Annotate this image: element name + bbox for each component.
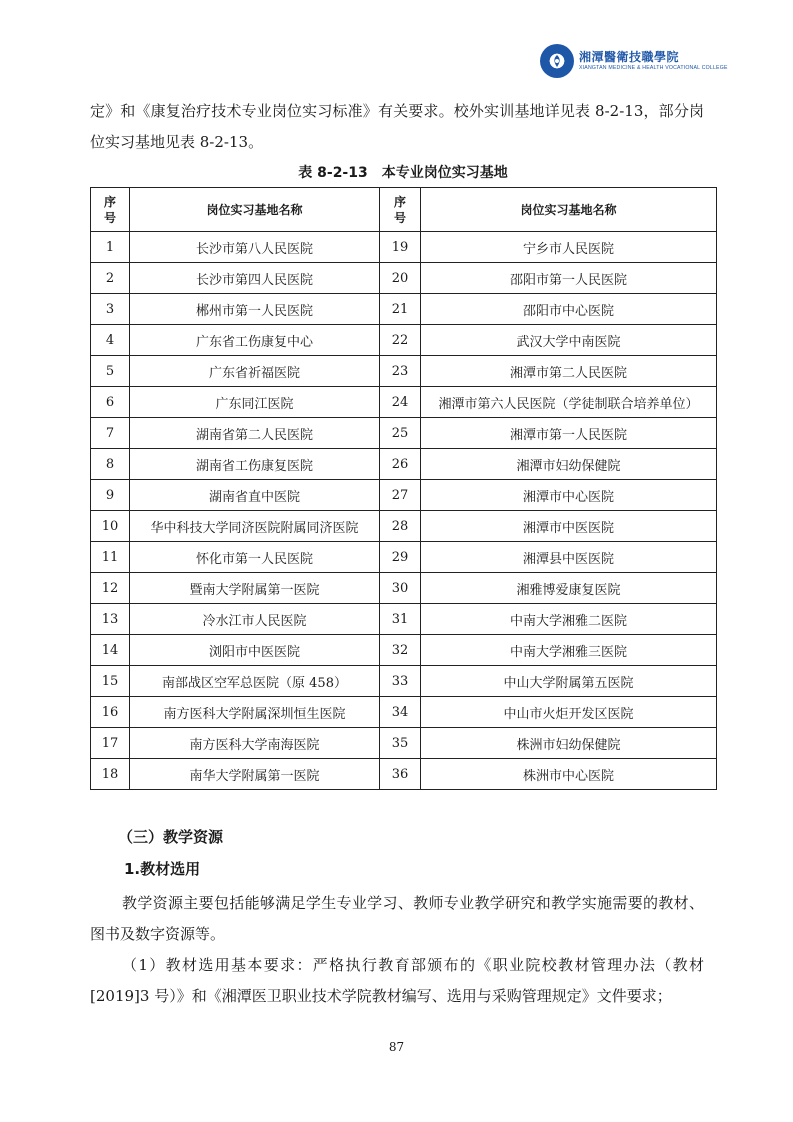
table-row xyxy=(91,387,717,418)
cell-no-left: 9 xyxy=(91,480,130,511)
cell-no-left: 4 xyxy=(91,325,130,356)
table-row xyxy=(91,573,717,604)
table-body xyxy=(91,232,717,790)
cell-no-right: 22 xyxy=(380,325,421,356)
cell-name-left: 南部战区空军总医院（原 458） xyxy=(130,666,380,697)
cell-no-right: 19 xyxy=(380,232,421,263)
cell-name-left: 长沙市第四人民医院 xyxy=(130,263,380,294)
cell-no-right: 24 xyxy=(380,387,421,418)
cell-name-right: 邵阳市中心医院 xyxy=(421,294,717,325)
cell-no-right: 31 xyxy=(380,604,421,635)
cell-no-right: 35 xyxy=(380,728,421,759)
table-row xyxy=(91,635,717,666)
cell-no-left: 11 xyxy=(91,542,130,573)
cell-no-right: 36 xyxy=(380,759,421,790)
table-title: 表 8-2-13 本专业岗位实习基地 xyxy=(298,165,508,181)
table-row xyxy=(91,294,717,325)
resources-paragraph: 教学资源主要包括能够满足学生专业学习、教师专业教学研究和教学实施需要的教材、图书及数字资源等。 xyxy=(90,894,704,943)
cell-no-right: 20 xyxy=(380,263,421,294)
header-no-left: 序 号 xyxy=(91,188,130,232)
cell-name-right: 株洲市妇幼保健院 xyxy=(421,728,717,759)
cell-no-left: 2 xyxy=(91,263,130,294)
cell-name-left: 湖南省第二人民医院 xyxy=(130,418,380,449)
cell-name-left: 湖南省工伤康复医院 xyxy=(130,449,380,480)
cell-name-right: 湘潭市第六人民医院（学徒制联合培养单位） xyxy=(421,387,717,418)
table-row xyxy=(91,728,717,759)
cell-no-left: 15 xyxy=(91,666,130,697)
cell-name-right: 湘雅博爱康复医院 xyxy=(421,573,717,604)
cell-name-right: 中南大学湘雅三医院 xyxy=(421,635,717,666)
table-row xyxy=(91,511,717,542)
cell-name-right: 株洲市中心医院 xyxy=(421,759,717,790)
cell-no-right: 23 xyxy=(380,356,421,387)
cell-no-right: 30 xyxy=(380,573,421,604)
table-row xyxy=(91,759,717,790)
cell-no-left: 8 xyxy=(91,449,130,480)
cell-no-left: 3 xyxy=(91,294,130,325)
logo-english-name: XIANGTAN MEDICINE & HEALTH VOCATIONAL COLLEGE xyxy=(579,65,728,71)
cell-no-left: 10 xyxy=(91,511,130,542)
cell-name-right: 邵阳市第一人民医院 xyxy=(421,263,717,294)
cell-name-left: 浏阳市中医医院 xyxy=(130,635,380,666)
cell-name-left: 广东省祈福医院 xyxy=(130,356,380,387)
table-row xyxy=(91,604,717,635)
cell-no-left: 13 xyxy=(91,604,130,635)
cell-name-left: 广东同江医院 xyxy=(130,387,380,418)
cell-name-right: 武汉大学中南医院 xyxy=(421,325,717,356)
cell-name-right: 湘潭市第二人民医院 xyxy=(421,356,717,387)
table-row xyxy=(91,666,717,697)
table-row xyxy=(91,263,717,294)
cell-no-left: 17 xyxy=(91,728,130,759)
header-name-right: 岗位实习基地名称 xyxy=(421,188,717,232)
header-name-left: 岗位实习基地名称 xyxy=(130,188,380,232)
cell-name-left: 广东省工伤康复中心 xyxy=(130,325,380,356)
cell-name-left: 华中科技大学同济医院附属同济医院 xyxy=(130,511,380,542)
intro-paragraph: 定》和《康复治疗技术专业岗位实习标准》有关要求。校外实训基地详见表 8-2-13，部分岗位实习基地见表 8-2-13。 xyxy=(90,102,704,151)
cell-name-right: 湘潭市第一人民医院 xyxy=(421,418,717,449)
cell-no-left: 6 xyxy=(91,387,130,418)
cell-no-right: 29 xyxy=(380,542,421,573)
cell-name-left: 南方医科大学南海医院 xyxy=(130,728,380,759)
cell-name-left: 南方医科大学附属深圳恒生医院 xyxy=(130,697,380,728)
cell-name-left: 冷水江市人民医院 xyxy=(130,604,380,635)
cell-name-left: 南华大学附属第一医院 xyxy=(130,759,380,790)
header-no-right: 序 号 xyxy=(380,188,421,232)
cell-no-right: 25 xyxy=(380,418,421,449)
cell-no-right: 28 xyxy=(380,511,421,542)
cell-no-left: 5 xyxy=(91,356,130,387)
cell-no-left: 14 xyxy=(91,635,130,666)
cell-name-left: 长沙市第八人民医院 xyxy=(130,232,380,263)
cell-name-right: 湘潭市中医医院 xyxy=(421,511,717,542)
cell-name-right: 湘潭县中医医院 xyxy=(421,542,717,573)
table-row xyxy=(91,232,717,263)
cell-name-right: 湘潭市中心医院 xyxy=(421,480,717,511)
cell-name-right: 中南大学湘雅二医院 xyxy=(421,604,717,635)
table-row xyxy=(91,356,717,387)
cell-no-right: 33 xyxy=(380,666,421,697)
cell-no-left: 12 xyxy=(91,573,130,604)
table-row xyxy=(91,325,717,356)
cell-no-left: 1 xyxy=(91,232,130,263)
cell-no-right: 26 xyxy=(380,449,421,480)
cell-no-right: 21 xyxy=(380,294,421,325)
table-row xyxy=(91,480,717,511)
internship-sites-table xyxy=(90,187,717,790)
cell-no-right: 34 xyxy=(380,697,421,728)
cell-name-right: 中山市火炬开发区医院 xyxy=(421,697,717,728)
table-header-row xyxy=(91,188,717,232)
college-emblem-icon xyxy=(540,44,574,78)
table-row xyxy=(91,418,717,449)
section-title: （三）教学资源 xyxy=(118,828,224,846)
cell-no-left: 16 xyxy=(91,697,130,728)
cell-name-left: 郴州市第一人民医院 xyxy=(130,294,380,325)
table-row xyxy=(91,697,717,728)
cell-name-left: 暨南大学附属第一医院 xyxy=(130,573,380,604)
table-row xyxy=(91,542,717,573)
section-subtitle: 1.教材选用 xyxy=(124,860,201,878)
cell-no-right: 27 xyxy=(380,480,421,511)
cell-no-left: 7 xyxy=(91,418,130,449)
cell-name-right: 宁乡市人民医院 xyxy=(421,232,717,263)
cell-name-left: 怀化市第一人民医院 xyxy=(130,542,380,573)
cell-name-right: 中山大学附属第五医院 xyxy=(421,666,717,697)
college-logo xyxy=(540,44,728,78)
table-row xyxy=(91,449,717,480)
page-number: 87 xyxy=(388,1040,405,1054)
cell-name-right: 湘潭市妇幼保健院 xyxy=(421,449,717,480)
cell-no-left: 18 xyxy=(91,759,130,790)
cell-name-left: 湖南省直中医院 xyxy=(130,480,380,511)
cell-no-right: 32 xyxy=(380,635,421,666)
logo-chinese-name: 湘潭醫衛技職學院 xyxy=(579,50,680,64)
requirements-paragraph: （1）教材选用基本要求：严格执行教育部颁布的《职业院校教材管理办法（教材[2019]3 号）》和《湘潭医卫职业技术学院教材编写、选用与采购管理规定》文件要求； xyxy=(90,956,704,1005)
